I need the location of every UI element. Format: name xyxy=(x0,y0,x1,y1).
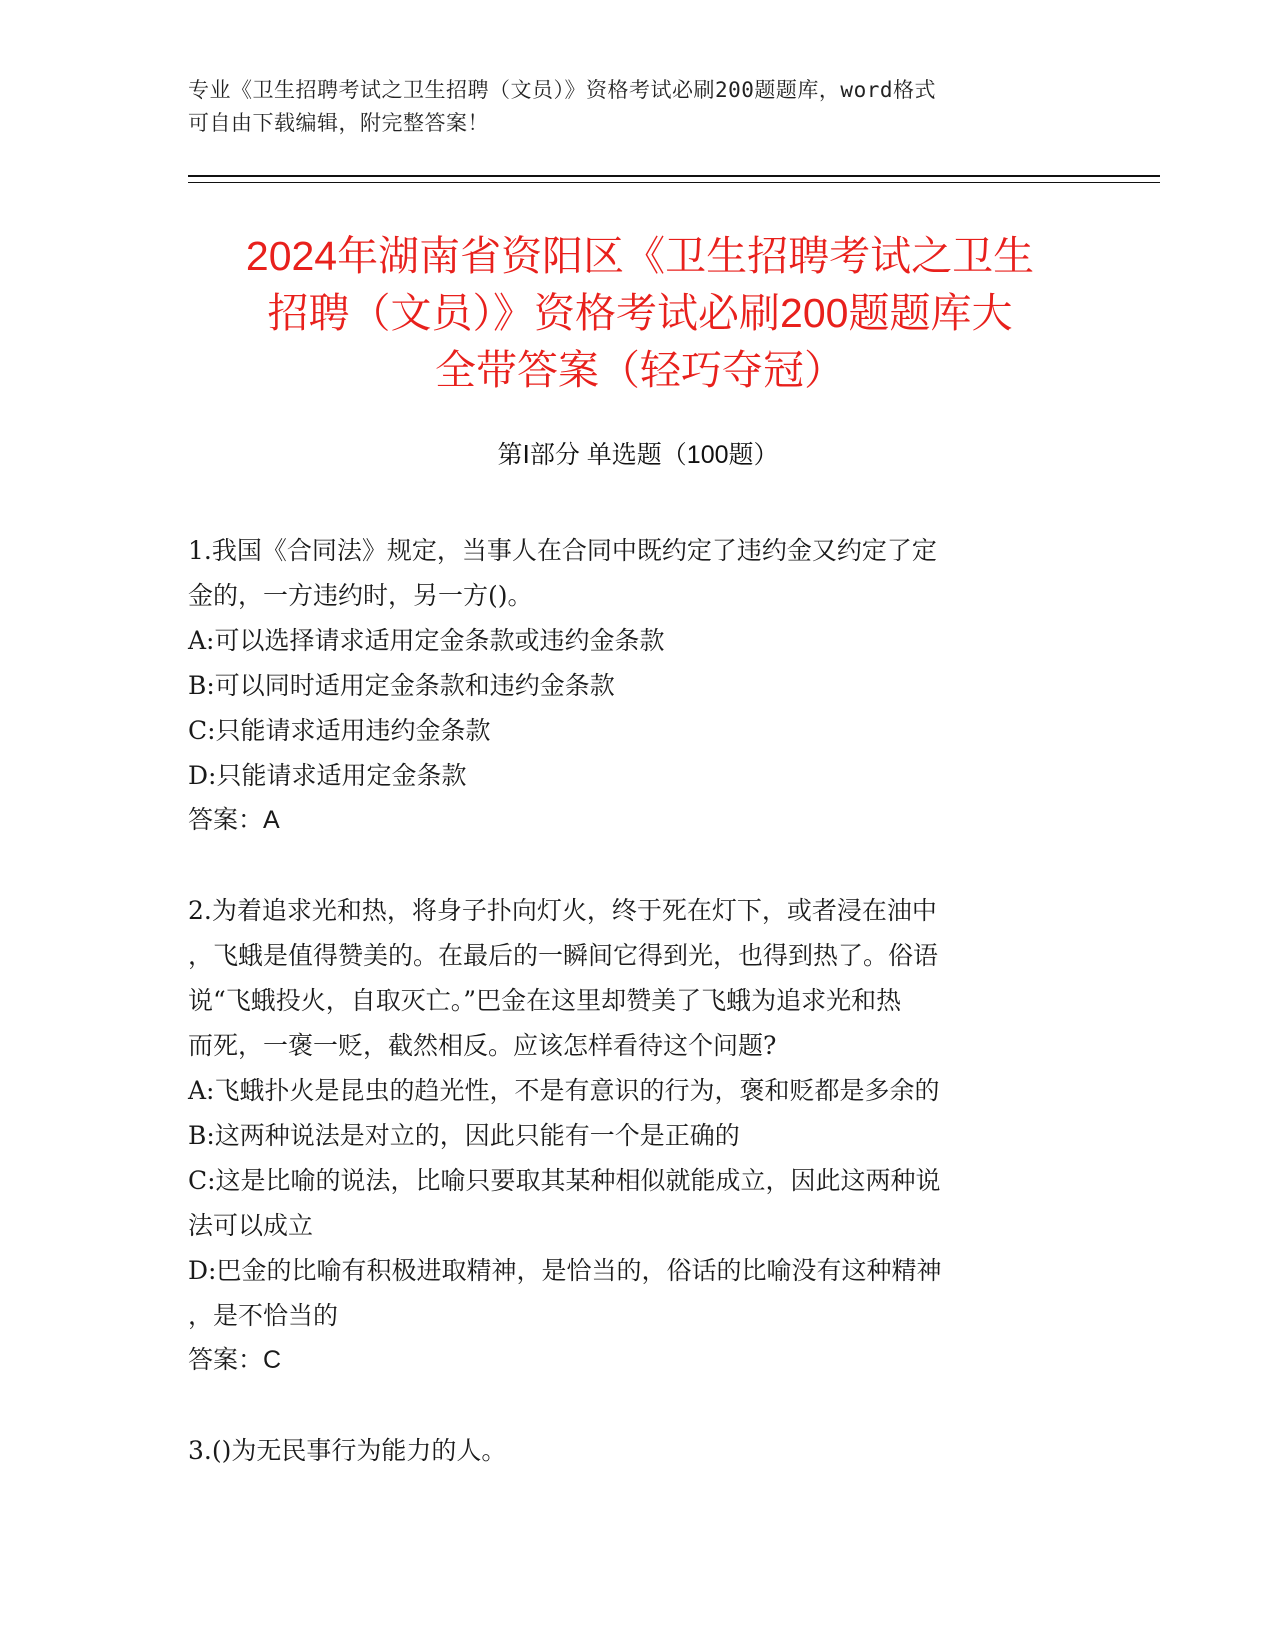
document-title xyxy=(160,228,1120,399)
option-b: B:可以同时适用定金条款和违约金条款 xyxy=(188,671,615,700)
question-text-line: 金的，一方违约时，另一方()。 xyxy=(188,581,533,610)
question-text-line: 而死，一褒一贬，截然相反。应该怎样看待这个问题? xyxy=(188,1031,777,1060)
option-a: A:飞蛾扑火是昆虫的趋光性，不是有意识的行为，褒和贬都是多余的 xyxy=(188,1076,940,1105)
header-divider-thin xyxy=(188,182,1160,183)
title-line-1: 2024年湖南省资阳区《卫生招聘考试之卫生 xyxy=(245,233,1035,279)
title-line-2: 招聘（文员）》资格考试必刷200题题库大 xyxy=(267,290,1013,336)
answer-label: 答案：C xyxy=(188,1346,282,1374)
question-text-line: 说“飞蛾投火，自取灭亡。”巴金在这里却赞美了飞蛾为追求光和热 xyxy=(188,986,902,1015)
question-spacer xyxy=(188,1383,1088,1428)
question-2 xyxy=(188,888,1088,1383)
header-note-line-1: 专业《卫生招聘考试之卫生招聘（文员）》资格考试必刷200题题库，word格式 xyxy=(188,78,936,102)
question-1 xyxy=(188,528,1088,843)
option-a: A:可以选择请求适用定金条款或违约金条款 xyxy=(188,626,665,655)
option-d: D:巴金的比喻有积极进取精神，是恰当的，俗话的比喻没有这种精神 xyxy=(188,1256,942,1285)
question-text-line: 1.我国《合同法》规定，当事人在合同中既约定了违约金又约定了定 xyxy=(188,536,937,565)
question-text-line: 2.为着追求光和热，将身子扑向灯火，终于死在灯下，或者浸在油中 xyxy=(188,896,937,925)
header-note-line-2: 可自由下载编辑，附完整答案！ xyxy=(188,111,489,135)
option-d-continued: ，是不恰当的 xyxy=(188,1301,339,1330)
option-c: C:只能请求适用违约金条款 xyxy=(188,716,491,745)
option-c: C:这是比喻的说法，比喻只要取其某种相似就能成立，因此这两种说 xyxy=(188,1166,941,1195)
option-c-continued: 法可以成立 xyxy=(188,1211,314,1240)
option-b: B:这两种说法是对立的，因此只能有一个是正确的 xyxy=(188,1121,740,1150)
header-divider-thick xyxy=(188,175,1160,177)
header-note xyxy=(188,74,1088,140)
option-d: D:只能请求适用定金条款 xyxy=(188,761,467,790)
question-spacer xyxy=(188,843,1088,888)
title-line-3: 全带答案（轻巧夺冠） xyxy=(435,347,845,393)
question-list xyxy=(188,528,1088,1473)
question-text-line: ，飞蛾是值得赞美的。在最后的一瞬间它得到光，也得到热了。俗语 xyxy=(188,941,939,970)
answer-label: 答案：A xyxy=(188,806,280,834)
question-3 xyxy=(188,1428,1088,1473)
question-text-line: 3.()为无民事行为能力的人。 xyxy=(188,1436,507,1465)
section-heading: 第Ⅰ部分 单选题（100题） xyxy=(497,441,779,469)
